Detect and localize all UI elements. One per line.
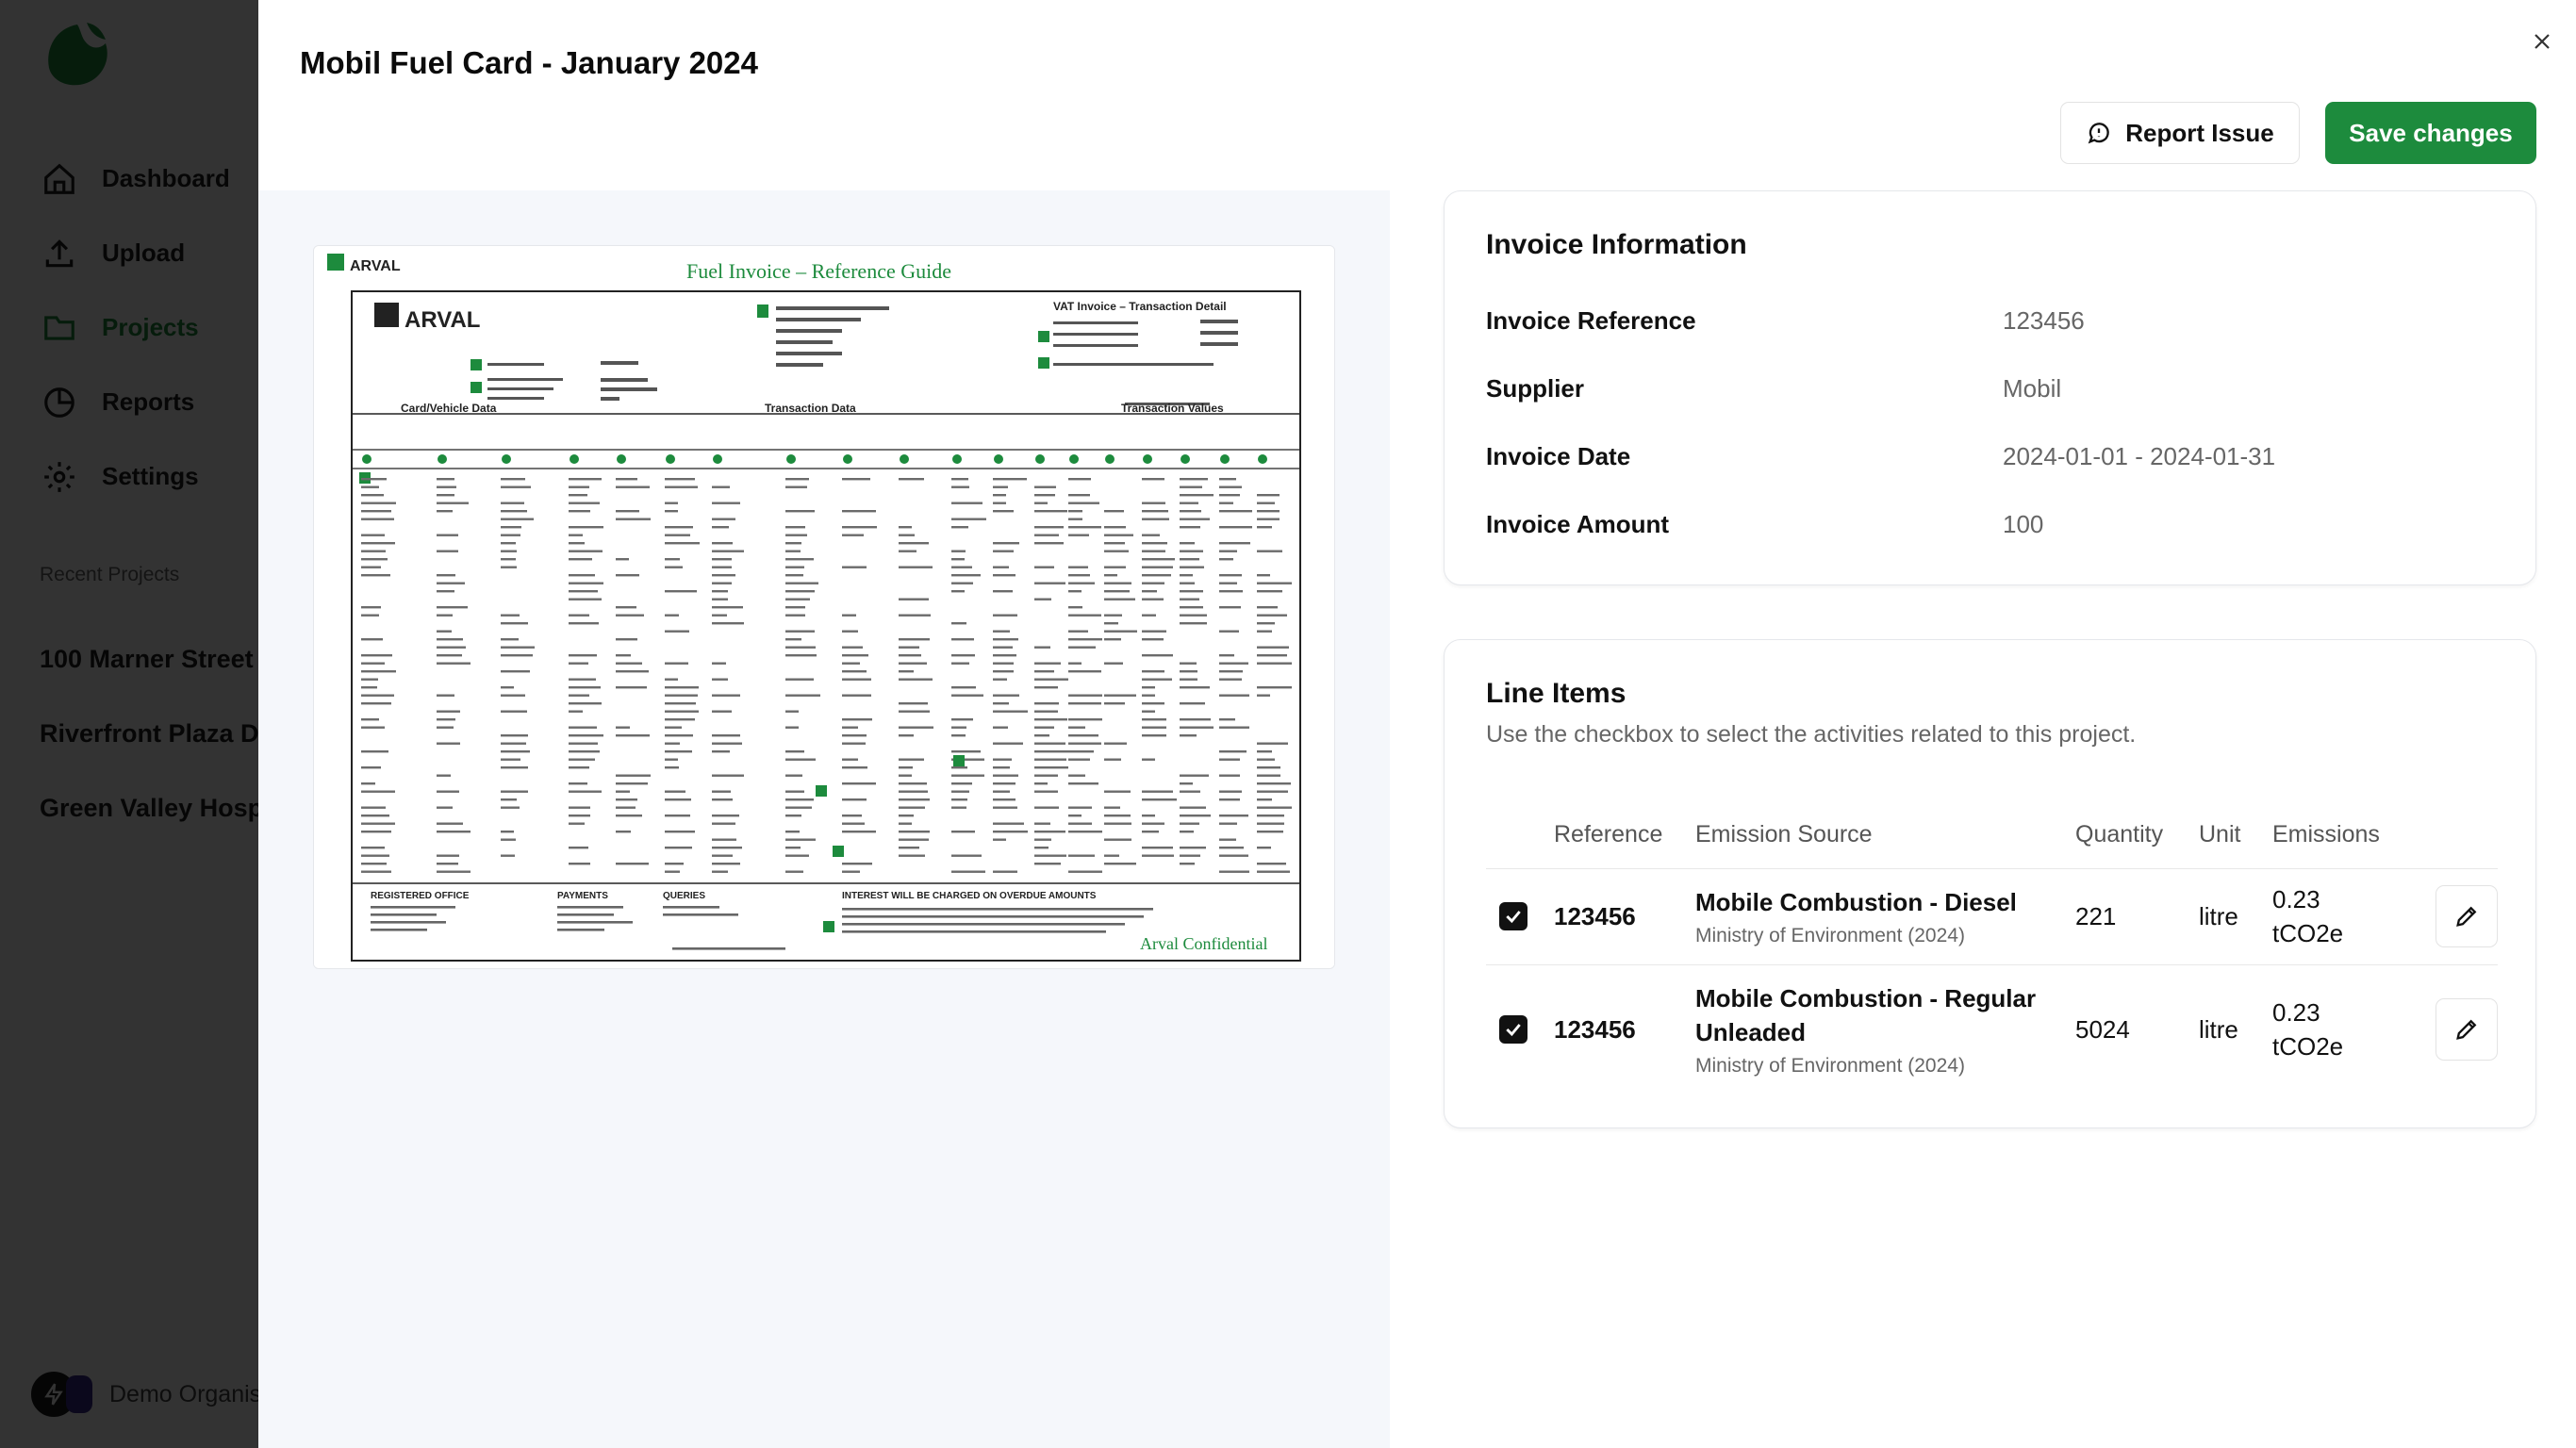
line-items-card [1444,639,2536,1128]
edit-row-button[interactable] [2436,998,2498,1061]
row-unit: litre [2199,1014,2238,1044]
doc-brand-large: ARVAL [405,307,481,333]
invoice-scan-graphic [314,246,1335,969]
document-preview-pane [258,190,1390,1448]
doc-confidential: Arval Confidential [1140,934,1268,953]
close-icon [2531,30,2553,53]
column-header: Reference [1554,802,1695,868]
column-marker-dot [900,454,909,464]
line-items-table [1486,802,2498,1094]
column-header: Emissions [2272,802,2400,868]
emission-source-reference: Ministry of Environment (2024) [1695,925,1965,946]
column-marker-dot [1181,454,1190,464]
info-label: Supplier [1486,374,1585,403]
column-marker-dot [362,454,372,464]
doc-vat-heading: VAT Invoice – Transaction Detail [1053,300,1227,313]
edit-row-button[interactable] [2436,885,2498,947]
message-circle-icon [2086,120,2112,146]
column-marker-dot [1035,454,1045,464]
column-marker-dot [1258,454,1267,464]
table-row [1486,868,2498,964]
column-header-select [1486,802,1554,868]
column-marker-dot [570,454,579,464]
column-header-actions [2400,802,2498,868]
invoice-information-card [1444,190,2536,585]
invoice-modal [258,0,2576,1448]
info-value: 2024-01-01 - 2024-01-31 [2003,442,2276,470]
info-label: Invoice Reference [1486,306,1696,335]
info-label: Invoice Date [1486,442,1631,470]
doc-heading: Fuel Invoice – Reference Guide [686,259,951,283]
emission-source-name: Mobile Combustion - Regular [1695,984,2037,1013]
doc-brand-small: ARVAL [350,258,401,274]
column-marker-dot [786,454,796,464]
column-marker-dot [1143,454,1152,464]
modal-title: Mobil Fuel Card - January 2024 [300,45,758,80]
row-reference: 123456 [1554,1014,1636,1044]
emission-source-name: Mobile Combustion - Diesel [1695,888,2017,916]
column-marker-dot [1220,454,1230,464]
column-marker-dot [843,454,852,464]
info-value: 100 [2003,510,2044,538]
info-value: 123456 [2003,306,2085,335]
pencil-icon [2453,903,2480,930]
emissions-value: 0.23 [2272,885,2320,913]
close-button[interactable] [2525,25,2559,58]
emission-source-name-cont: Unleaded [1695,1018,1807,1047]
line-items-subtitle: Use the checkbox to select the activities related to this project. [1486,721,2137,748]
emission-source-reference: Ministry of Environment (2024) [1695,1055,1965,1078]
doc-footer-queries: QUERIES [663,891,706,901]
row-unit: litre [2199,868,2272,964]
column-header: Unit [2199,802,2272,868]
info-label: Invoice Amount [1486,510,1670,538]
save-changes-button[interactable]: Save changes [2325,102,2536,164]
doc-footer-interest: INTEREST WILL BE CHARGED ON OVERDUE AMOUNTS [842,891,1097,901]
emissions-unit: tCO2e [2272,1032,2344,1061]
column-marker-dot [666,454,675,464]
info-value: Mobil [2003,374,2062,403]
column-header: Quantity [2075,802,2199,868]
row-checkbox[interactable] [1499,1015,1527,1044]
check-icon [1504,907,1523,926]
doc-footer-office: REGISTERED OFFICE [371,891,470,901]
doc-section-values: Transaction Values [1121,402,1224,415]
check-icon [1504,1020,1523,1039]
line-items-title: Line Items [1486,678,1627,709]
row-quantity: 5024 [2075,1014,2130,1044]
doc-section-tx: Transaction Data [765,402,856,415]
column-marker-dot [994,454,1003,464]
doc-footer-payments: PAYMENTS [557,891,608,901]
row-reference: 123456 [1554,868,1695,964]
pencil-icon [2453,1016,2480,1043]
column-marker-dot [1069,454,1079,464]
column-marker-dot [502,454,511,464]
doc-section-card: Card/Vehicle Data [401,402,497,415]
table-header-row [1486,802,2498,868]
column-marker-dot [952,454,962,464]
emissions-unit: tCO2e [2272,919,2344,947]
modal-backdrop[interactable] [0,0,258,1448]
column-marker-dot [438,454,447,464]
invoice-information-title: Invoice Information [1486,229,1747,260]
column-header: Emission Source [1695,802,2075,868]
report-issue-button[interactable] [2060,102,2300,164]
table-row [1486,964,2498,1094]
column-marker-dot [617,454,626,464]
invoice-document-image[interactable] [313,245,1335,969]
report-issue-label: Report Issue [2125,118,2274,147]
column-marker-dot [713,454,722,464]
row-quantity: 221 [2075,868,2199,964]
column-marker-dot [1105,454,1115,464]
row-checkbox[interactable] [1499,902,1527,930]
emissions-value: 0.23 [2272,998,2320,1028]
